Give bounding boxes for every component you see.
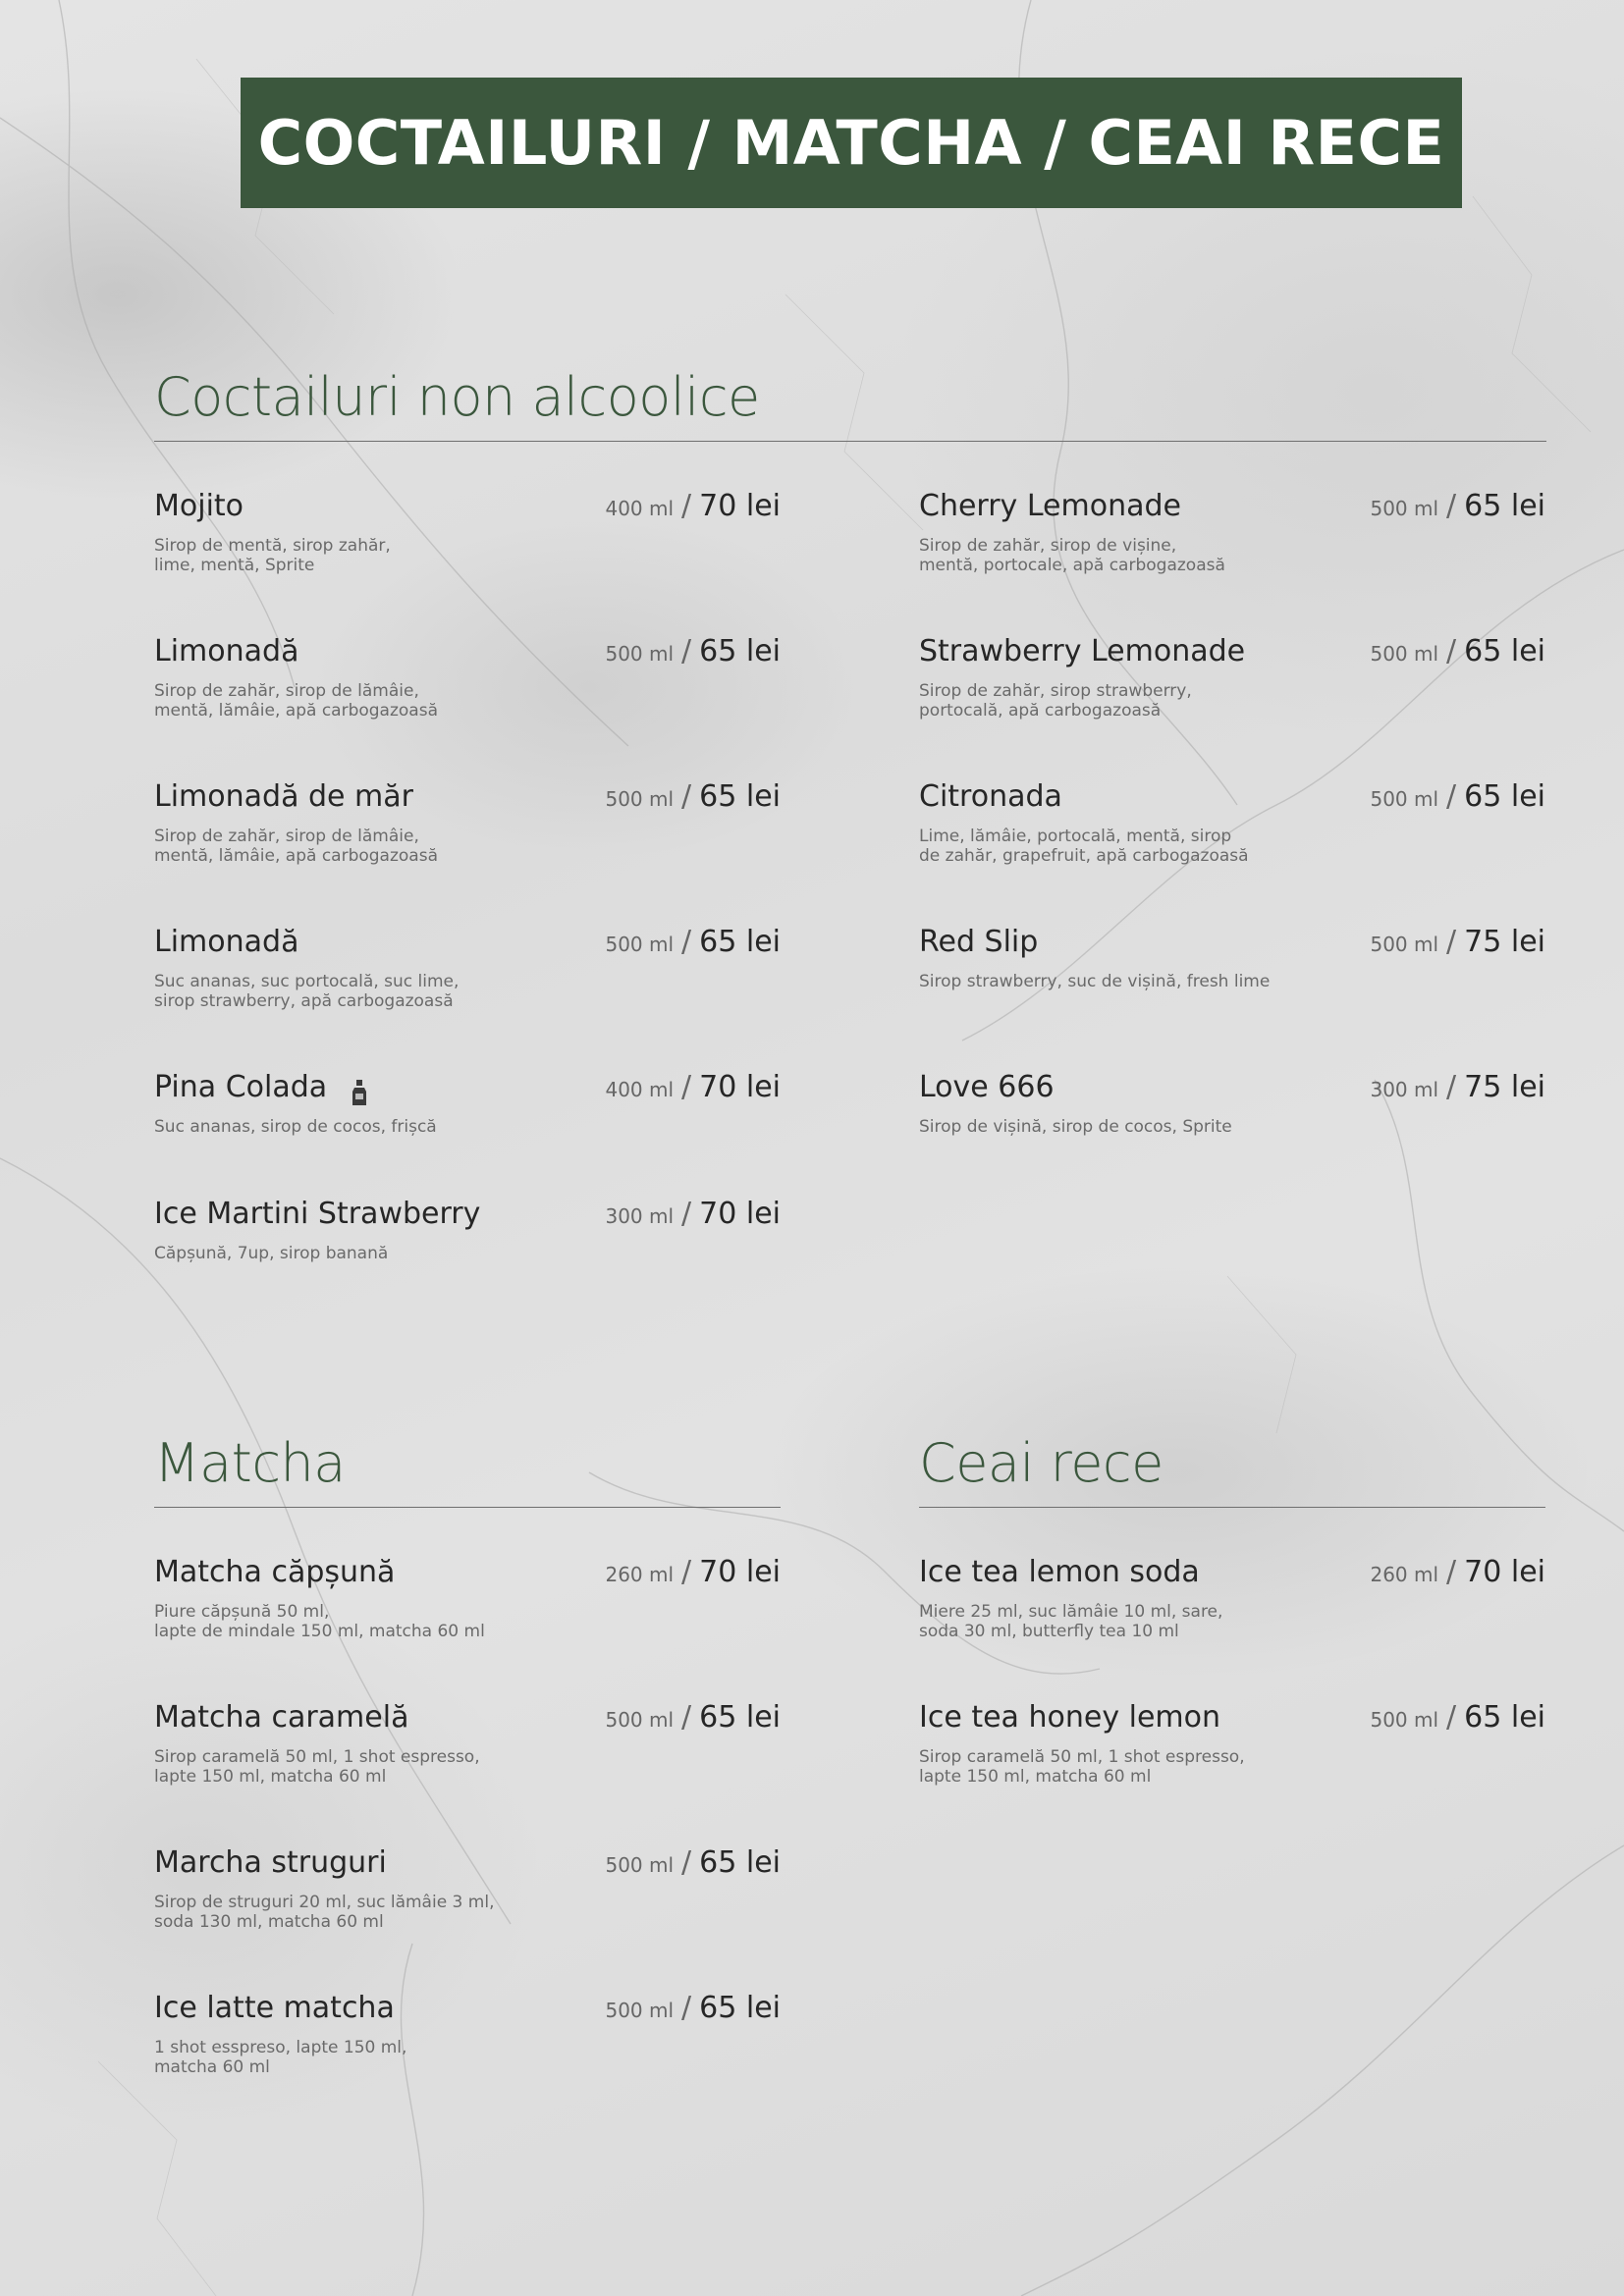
menu-item-price-group (605, 1070, 781, 1104)
menu-item-volume: 500 ml (605, 1999, 675, 2022)
menu-item-price: 65 lei (699, 925, 781, 959)
menu-item-header (154, 925, 781, 964)
menu-item-price-group (1370, 779, 1545, 814)
price-separator: / (681, 1700, 692, 1735)
menu-item-price-group (605, 1700, 781, 1735)
menu-item-price-group (605, 1845, 781, 1880)
menu-item-name: Red Slip (919, 925, 1039, 959)
menu-item-price-group (605, 1555, 781, 1589)
menu-item-price: 65 lei (699, 1845, 781, 1880)
menu-item-name: Pina Colada (154, 1070, 328, 1104)
menu-item-header (154, 634, 781, 673)
menu-item-header (154, 779, 781, 819)
menu-item-volume: 500 ml (1370, 787, 1439, 811)
menu-item-price-group (605, 779, 781, 814)
menu-item-header (919, 779, 1545, 819)
menu-item-name: Ice tea honey lemon (919, 1700, 1220, 1735)
menu-item-header (154, 489, 781, 528)
menu-item-volume: 500 ml (1370, 933, 1439, 956)
menu-item (919, 779, 1545, 866)
menu-item-volume: 300 ml (605, 1204, 675, 1228)
menu-item-price-group (1370, 1700, 1545, 1735)
menu-item-price: 65 lei (1464, 489, 1545, 523)
menu-item-description: Căpșună, 7up, sirop banană (154, 1244, 389, 1263)
menu-item-price: 65 lei (699, 1700, 781, 1735)
menu-item-price: 70 lei (699, 1555, 781, 1589)
menu-item-header (154, 1991, 781, 2030)
menu-item-price: 75 lei (1464, 925, 1545, 959)
menu-item-volume: 400 ml (605, 1078, 675, 1101)
menu-item-description: Sirop de vișină, sirop de cocos, Sprite (919, 1117, 1232, 1137)
menu-item (154, 925, 781, 1011)
price-separator: / (681, 1070, 692, 1104)
menu-item-price-group (605, 634, 781, 668)
menu-item-price: 75 lei (1464, 1070, 1545, 1104)
menu-item-volume: 260 ml (605, 1563, 675, 1586)
menu-item-volume: 260 ml (1370, 1563, 1439, 1586)
menu-item-header (919, 925, 1545, 964)
menu-item-name-wrap (154, 1197, 480, 1231)
menu-item (919, 634, 1545, 721)
menu-item-description: Sirop de struguri 20 ml, suc lămâie 3 ml, soda 130 ml, matcha 60 ml (154, 1893, 495, 1932)
menu-item-name: Limonadă (154, 925, 299, 959)
price-separator: / (681, 779, 692, 814)
menu-item (919, 1700, 1545, 1787)
menu-item-price: 70 lei (699, 1197, 781, 1231)
menu-item (919, 1555, 1545, 1641)
menu-item-volume: 500 ml (605, 642, 675, 666)
menu-item-header (919, 1070, 1545, 1109)
bottle-icon (351, 1079, 368, 1106)
menu-item-volume: 500 ml (605, 787, 675, 811)
menu-item-description: Sirop de zahăr, sirop de lămâie, mentă, lămâie, apă carbogazoasă (154, 681, 438, 721)
menu-item-price: 65 lei (699, 779, 781, 814)
menu-item-volume: 500 ml (605, 1708, 675, 1732)
menu-item-description: 1 shot esspreso, lapte 150 ml, matcha 60 ml (154, 2038, 407, 2077)
menu-item-name: Limonadă (154, 634, 299, 668)
menu-item-description: Suc ananas, sirop de cocos, frișcă (154, 1117, 437, 1137)
menu-item-name: Strawberry Lemonade (919, 634, 1246, 668)
menu-item-name: Ice Martini Strawberry (154, 1197, 481, 1231)
menu-item (154, 1070, 781, 1137)
menu-item-description: Sirop de zahăr, sirop strawberry, portocală, apă carbogazoasă (919, 681, 1192, 721)
menu-item-price: 65 lei (699, 634, 781, 668)
menu-item-price: 70 lei (1464, 1555, 1545, 1589)
menu-item-volume: 500 ml (1370, 497, 1439, 520)
menu-item-price-group (1370, 1555, 1545, 1589)
menu-item (154, 1700, 781, 1787)
menu-item-description: Miere 25 ml, suc lămâie 10 ml, sare, soda 30 ml, butterfly tea 10 ml (919, 1602, 1223, 1641)
menu-item-description: Suc ananas, suc portocală, suc lime, sirop strawberry, apă carbogazoasă (154, 972, 460, 1011)
menu-item-description: Sirop strawberry, suc de vișină, fresh lime (919, 972, 1271, 991)
section-matcha (154, 1434, 781, 1508)
menu-item-name-wrap (919, 1700, 1220, 1735)
price-separator: / (681, 1991, 692, 2025)
menu-item-name-wrap (154, 1070, 368, 1106)
menu-item (154, 1555, 781, 1641)
menu-item-name: Citronada (919, 779, 1062, 814)
menu-item-name-wrap (919, 489, 1181, 523)
menu-item-name-wrap (919, 925, 1038, 959)
menu-item-name-wrap (919, 1070, 1055, 1104)
menu-item-header (154, 1070, 781, 1109)
menu-item-header (154, 1197, 781, 1236)
menu-item-name: Marcha struguri (154, 1845, 387, 1880)
menu-item-name: Love 666 (919, 1070, 1055, 1104)
menu-item-header (919, 1700, 1545, 1739)
menu-item-name: Ice latte matcha (154, 1991, 395, 2025)
menu-item-name: Matcha caramelă (154, 1700, 409, 1735)
menu-item-name: Ice tea lemon soda (919, 1555, 1200, 1589)
price-separator: / (1446, 779, 1457, 814)
price-separator: / (681, 489, 692, 523)
price-separator: / (1446, 1070, 1457, 1104)
price-separator: / (1446, 634, 1457, 668)
menu-item-price-group (605, 489, 781, 523)
menu-item-description: Sirop de zahăr, sirop de vișine, mentă, portocale, apă carbogazoasă (919, 536, 1225, 575)
banner-title: COCTAILURI / MATCHA / CEAI RECE (257, 107, 1445, 179)
price-separator: / (681, 1197, 692, 1231)
price-separator: / (681, 634, 692, 668)
menu-item-volume: 500 ml (1370, 1708, 1439, 1732)
price-separator: / (681, 1845, 692, 1880)
menu-item-price-group (1370, 925, 1545, 959)
menu-item-name: Matcha căpșună (154, 1555, 396, 1589)
menu-banner (241, 78, 1462, 208)
menu-item-description: Sirop de zahăr, sirop de lămâie, mentă, lămâie, apă carbogazoasă (154, 827, 438, 866)
menu-item-name-wrap (154, 489, 244, 523)
menu-item-name: Limonadă de măr (154, 779, 413, 814)
menu-item (919, 1070, 1545, 1137)
menu-item-description: Piure căpșună 50 ml, lapte de mindale 150 ml, matcha 60 ml (154, 1602, 485, 1641)
menu-item-price: 65 lei (1464, 634, 1545, 668)
menu-item-price: 65 lei (1464, 1700, 1545, 1735)
menu-item-volume: 500 ml (605, 933, 675, 956)
price-separator: / (1446, 489, 1457, 523)
menu-item (919, 489, 1545, 575)
menu-item-header (154, 1845, 781, 1885)
menu-item-volume: 500 ml (1370, 642, 1439, 666)
section-non-alcoholic (154, 368, 1546, 442)
menu-item (154, 1991, 781, 2077)
menu-item-header (919, 489, 1545, 528)
menu-item-price-group (605, 925, 781, 959)
menu-item-price-group (605, 1991, 781, 2025)
menu-item-volume: 400 ml (605, 497, 675, 520)
menu-item-price-group (1370, 1070, 1545, 1104)
menu-item-price: 70 lei (699, 489, 781, 523)
section-title: Matcha (154, 1434, 781, 1508)
menu-item-price-group (1370, 489, 1545, 523)
menu-item (154, 1197, 781, 1263)
menu-item (154, 779, 781, 866)
menu-item (154, 1845, 781, 1932)
menu-item-description: Sirop de mentă, sirop zahăr, lime, mentă, Sprite (154, 536, 391, 575)
price-separator: / (681, 1555, 692, 1589)
menu-item-name-wrap (154, 779, 413, 814)
menu-item-price-group (605, 1197, 781, 1231)
menu-item-name-wrap (919, 779, 1062, 814)
price-separator: / (1446, 1700, 1457, 1735)
price-separator: / (1446, 925, 1457, 959)
menu-item-volume: 300 ml (1370, 1078, 1439, 1101)
menu-item-price: 65 lei (1464, 779, 1545, 814)
menu-item-header (919, 634, 1545, 673)
menu-item-name-wrap (154, 1555, 395, 1589)
menu-item-header (154, 1700, 781, 1739)
menu-item-name-wrap (154, 1700, 408, 1735)
section-title: Coctailuri non alcoolice (154, 368, 1546, 442)
menu-item (919, 925, 1545, 991)
menu-item-description: Lime, lămâie, portocală, mentă, sirop de zahăr, grapefruit, apă carbogazoasă (919, 827, 1249, 866)
menu-item (154, 489, 781, 575)
menu-item-header (919, 1555, 1545, 1594)
menu-item-description: Sirop caramelă 50 ml, 1 shot espresso, lapte 150 ml, matcha 60 ml (154, 1747, 480, 1787)
section-title: Ceai rece (919, 1434, 1545, 1508)
menu-item-price: 65 lei (699, 1991, 781, 2025)
menu-item-name-wrap (154, 634, 298, 668)
menu-item-name-wrap (154, 925, 298, 959)
price-separator: / (681, 925, 692, 959)
menu-item-name-wrap (919, 1555, 1200, 1589)
menu-item-name-wrap (919, 634, 1245, 668)
menu-item-price: 70 lei (699, 1070, 781, 1104)
price-separator: / (1446, 1555, 1457, 1589)
menu-item-name: Cherry Lemonade (919, 489, 1181, 523)
menu-item-description: Sirop caramelă 50 ml, 1 shot espresso, lapte 150 ml, matcha 60 ml (919, 1747, 1245, 1787)
menu-item-name-wrap (154, 1991, 395, 2025)
menu-item (154, 634, 781, 721)
menu-item-name: Mojito (154, 489, 244, 523)
section-iced-tea (919, 1434, 1545, 1508)
menu-item-price-group (1370, 634, 1545, 668)
menu-item-volume: 500 ml (605, 1853, 675, 1877)
menu-item-name-wrap (154, 1845, 387, 1880)
menu-item-header (154, 1555, 781, 1594)
